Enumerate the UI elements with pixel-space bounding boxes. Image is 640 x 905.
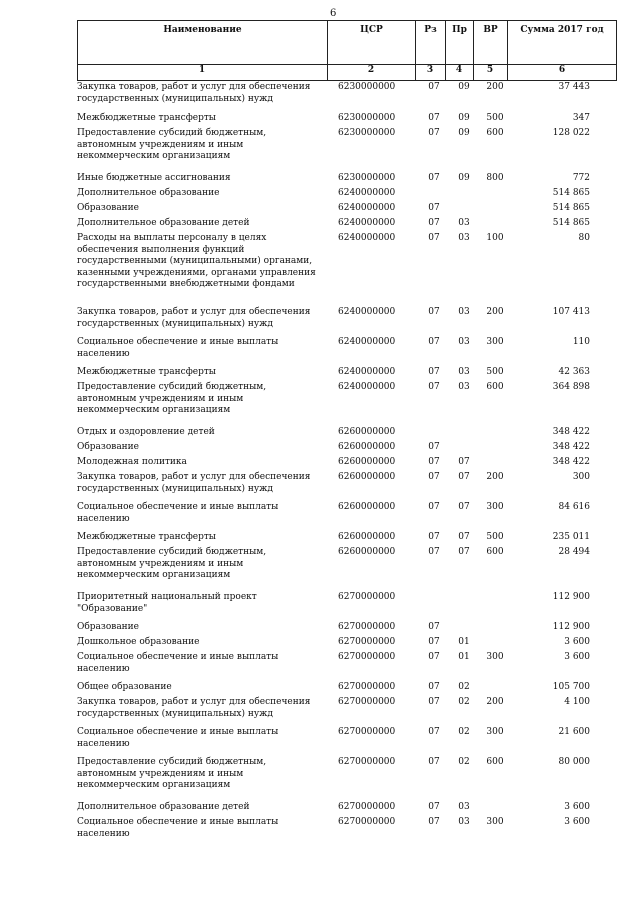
row-pr: 07 — [458, 502, 470, 512]
row-vr: 300 — [486, 652, 504, 662]
row-csr: 6260000000 — [338, 427, 396, 437]
row-pr: 01 — [458, 652, 470, 662]
row-rz: 07 — [428, 697, 440, 707]
row-pr: 02 — [458, 682, 470, 692]
column-number-5: 5 — [486, 65, 494, 75]
row-name: Предоставление субсидий бюджетным, автономным учреждениям и иным некоммерческим организациям — [77, 382, 267, 415]
row-name: Закупка товаров, работ и услуг для обеспечения государственных (муниципальных) нужд — [77, 697, 311, 719]
row-pr: 03 — [458, 337, 470, 347]
row-csr: 6240000000 — [338, 188, 396, 198]
row-vr: 300 — [486, 502, 504, 512]
row-csr: 6270000000 — [338, 697, 396, 707]
row-name: Межбюджетные трансферты — [77, 367, 216, 377]
row-csr: 6260000000 — [338, 472, 396, 482]
row-pr: 09 — [458, 113, 470, 123]
row-rz: 07 — [428, 382, 440, 392]
row-name: Дошкольное образование — [77, 637, 200, 647]
row-rz: 07 — [428, 817, 440, 827]
row-vr: 200 — [486, 697, 504, 707]
row-name: Предоставление субсидий бюджетным, автономным учреждениям и иным некоммерческим организациям — [77, 757, 267, 790]
row-pr: 03 — [458, 382, 470, 392]
row-pr: 09 — [458, 173, 470, 183]
row-csr: 6270000000 — [338, 727, 396, 737]
row-rz: 07 — [428, 233, 440, 243]
row-csr: 6270000000 — [338, 592, 396, 602]
column-number-1: 1 — [198, 65, 206, 75]
row-vr: 500 — [486, 367, 504, 377]
row-name: Отдых и оздоровление детей — [77, 427, 215, 437]
column-number-4: 4 — [455, 65, 463, 75]
row-name: Межбюджетные трансферты — [77, 113, 216, 123]
row-rz: 07 — [428, 547, 440, 557]
row-pr: 03 — [458, 218, 470, 228]
row-csr: 6230000000 — [338, 113, 396, 123]
row-sum: 3 600 — [564, 652, 590, 662]
row-sum: 105 700 — [552, 682, 590, 692]
row-name: Приоритетный национальный проект "Образование" — [77, 592, 257, 614]
row-pr: 03 — [458, 817, 470, 827]
row-rz: 07 — [428, 128, 440, 138]
row-csr: 6270000000 — [338, 682, 396, 692]
row-rz: 07 — [428, 218, 440, 228]
column-number-6: 6 — [558, 65, 566, 75]
row-rz: 07 — [428, 502, 440, 512]
row-csr: 6240000000 — [338, 307, 396, 317]
row-rz: 07 — [428, 82, 440, 92]
row-sum: 4 100 — [564, 697, 590, 707]
row-sum: 514 865 — [552, 188, 590, 198]
row-name: Социальное обеспечение и иные выплаты населению — [77, 502, 279, 524]
row-rz: 07 — [428, 652, 440, 662]
row-vr: 600 — [486, 547, 504, 557]
row-pr: 07 — [458, 532, 470, 542]
row-rz: 07 — [428, 203, 440, 213]
row-vr: 600 — [486, 382, 504, 392]
row-name: Общее образование — [77, 682, 172, 692]
row-name: Образование — [77, 203, 140, 213]
row-name: Образование — [77, 442, 140, 452]
row-vr: 100 — [486, 233, 504, 243]
row-pr: 02 — [458, 697, 470, 707]
row-rz: 07 — [428, 532, 440, 542]
row-name: Социальное обеспечение и иные выплаты населению — [77, 337, 279, 359]
row-csr: 6270000000 — [338, 652, 396, 662]
row-rz: 07 — [428, 113, 440, 123]
row-csr: 6270000000 — [338, 622, 396, 632]
row-sum: 37 443 — [558, 82, 590, 92]
column-header-rz: Рз — [415, 20, 445, 81]
row-rz: 07 — [428, 637, 440, 647]
row-name: Дополнительное образование — [77, 188, 220, 198]
row-rz: 07 — [428, 802, 440, 812]
row-sum: 80 000 — [558, 757, 590, 767]
row-vr: 600 — [486, 128, 504, 138]
row-vr: 300 — [486, 817, 504, 827]
row-rz: 07 — [428, 622, 440, 632]
row-sum: 42 363 — [558, 367, 590, 377]
row-vr: 300 — [486, 727, 504, 737]
row-sum: 514 865 — [552, 203, 590, 213]
row-name: Предоставление субсидий бюджетным, автономным учреждениям и иным некоммерческим организациям — [77, 128, 267, 161]
row-rz: 07 — [428, 682, 440, 692]
row-csr: 6230000000 — [338, 82, 396, 92]
row-name: Закупка товаров, работ и услуг для обеспечения государственных (муниципальных) нужд — [77, 472, 311, 494]
row-csr: 6240000000 — [338, 382, 396, 392]
column-header-sum: Сумма 2017 год — [507, 20, 617, 81]
row-csr: 6260000000 — [338, 502, 396, 512]
row-sum: 348 422 — [552, 442, 590, 452]
row-csr: 6240000000 — [338, 203, 396, 213]
row-pr: 01 — [458, 637, 470, 647]
row-name: Закупка товаров, работ и услуг для обеспечения государственных (муниципальных) нужд — [77, 307, 311, 329]
row-rz: 07 — [428, 727, 440, 737]
row-sum: 84 616 — [558, 502, 590, 512]
table-header — [77, 20, 617, 81]
row-sum: 128 022 — [552, 128, 590, 138]
column-header-vr: ВР — [473, 20, 507, 81]
row-sum: 80 — [578, 233, 590, 243]
row-pr: 07 — [458, 472, 470, 482]
row-name: Социальное обеспечение и иные выплаты населению — [77, 727, 279, 749]
row-rz: 07 — [428, 367, 440, 377]
row-pr: 07 — [458, 457, 470, 467]
row-rz: 07 — [428, 442, 440, 452]
row-csr: 6260000000 — [338, 457, 396, 467]
row-csr: 6270000000 — [338, 802, 396, 812]
column-header-csr: ЦСР — [327, 20, 415, 81]
row-pr: 09 — [458, 82, 470, 92]
row-rz: 07 — [428, 173, 440, 183]
column-header-name: Наименование — [77, 20, 327, 81]
row-name: Иные бюджетные ассигнования — [77, 173, 231, 183]
row-name: Молодежная политика — [77, 457, 187, 467]
row-csr: 6270000000 — [338, 817, 396, 827]
row-pr: 07 — [458, 547, 470, 557]
row-sum: 348 422 — [552, 457, 590, 467]
row-rz: 07 — [428, 337, 440, 347]
row-rz: 07 — [428, 757, 440, 767]
row-sum: 347 — [572, 113, 590, 123]
column-number-3: 3 — [426, 65, 434, 75]
row-name: Образование — [77, 622, 140, 632]
row-name: Дополнительное образование детей — [77, 802, 250, 812]
row-rz: 07 — [428, 307, 440, 317]
row-csr: 6230000000 — [338, 128, 396, 138]
column-header-pr: Пр — [445, 20, 473, 81]
row-vr: 200 — [486, 307, 504, 317]
row-rz: 07 — [428, 457, 440, 467]
row-pr: 02 — [458, 757, 470, 767]
row-sum: 112 900 — [552, 592, 590, 602]
row-vr: 600 — [486, 757, 504, 767]
row-sum: 3 600 — [564, 637, 590, 647]
row-sum: 110 — [572, 337, 590, 347]
row-vr: 500 — [486, 113, 504, 123]
row-csr: 6240000000 — [338, 233, 396, 243]
row-sum: 348 422 — [552, 427, 590, 437]
row-csr: 6260000000 — [338, 532, 396, 542]
row-vr: 200 — [486, 82, 504, 92]
row-sum: 3 600 — [564, 817, 590, 827]
row-sum: 514 865 — [552, 218, 590, 228]
row-name: Социальное обеспечение и иные выплаты населению — [77, 652, 279, 674]
row-name: Расходы на выплаты персоналу в целях обеспечения выполнения функций государственными (муниципальными) органами, казенными учреждениями, органами управления государственными внебюджетными фондами — [77, 233, 316, 289]
row-sum: 235 011 — [552, 532, 590, 542]
row-vr: 200 — [486, 472, 504, 482]
row-pr: 09 — [458, 128, 470, 138]
row-sum: 3 600 — [564, 802, 590, 812]
row-csr: 6260000000 — [338, 547, 396, 557]
row-sum: 28 494 — [558, 547, 590, 557]
row-name: Межбюджетные трансферты — [77, 532, 216, 542]
row-sum: 21 600 — [558, 727, 590, 737]
row-csr: 6240000000 — [338, 337, 396, 347]
row-name: Дополнительное образование детей — [77, 218, 250, 228]
row-sum: 112 900 — [552, 622, 590, 632]
row-csr: 6230000000 — [338, 173, 396, 183]
row-vr: 300 — [486, 337, 504, 347]
row-pr: 02 — [458, 727, 470, 737]
row-csr: 6260000000 — [338, 442, 396, 452]
row-pr: 03 — [458, 367, 470, 377]
row-rz: 07 — [428, 472, 440, 482]
row-sum: 107 413 — [552, 307, 590, 317]
row-name: Закупка товаров, работ и услуг для обеспечения государственных (муниципальных) нужд — [77, 82, 311, 104]
row-csr: 6240000000 — [338, 218, 396, 228]
row-sum: 772 — [572, 173, 590, 183]
row-csr: 6270000000 — [338, 637, 396, 647]
row-csr: 6240000000 — [338, 367, 396, 377]
row-name: Предоставление субсидий бюджетным, автономным учреждениям и иным некоммерческим организациям — [77, 547, 267, 580]
row-pr: 03 — [458, 802, 470, 812]
row-sum: 300 — [572, 472, 590, 482]
row-sum: 364 898 — [552, 382, 590, 392]
page-number: 6 — [330, 8, 337, 19]
row-csr: 6270000000 — [338, 757, 396, 767]
row-name: Социальное обеспечение и иные выплаты населению — [77, 817, 279, 839]
row-pr: 03 — [458, 233, 470, 243]
column-number-2: 2 — [367, 65, 375, 75]
row-vr: 500 — [486, 532, 504, 542]
row-vr: 800 — [486, 173, 504, 183]
row-pr: 03 — [458, 307, 470, 317]
